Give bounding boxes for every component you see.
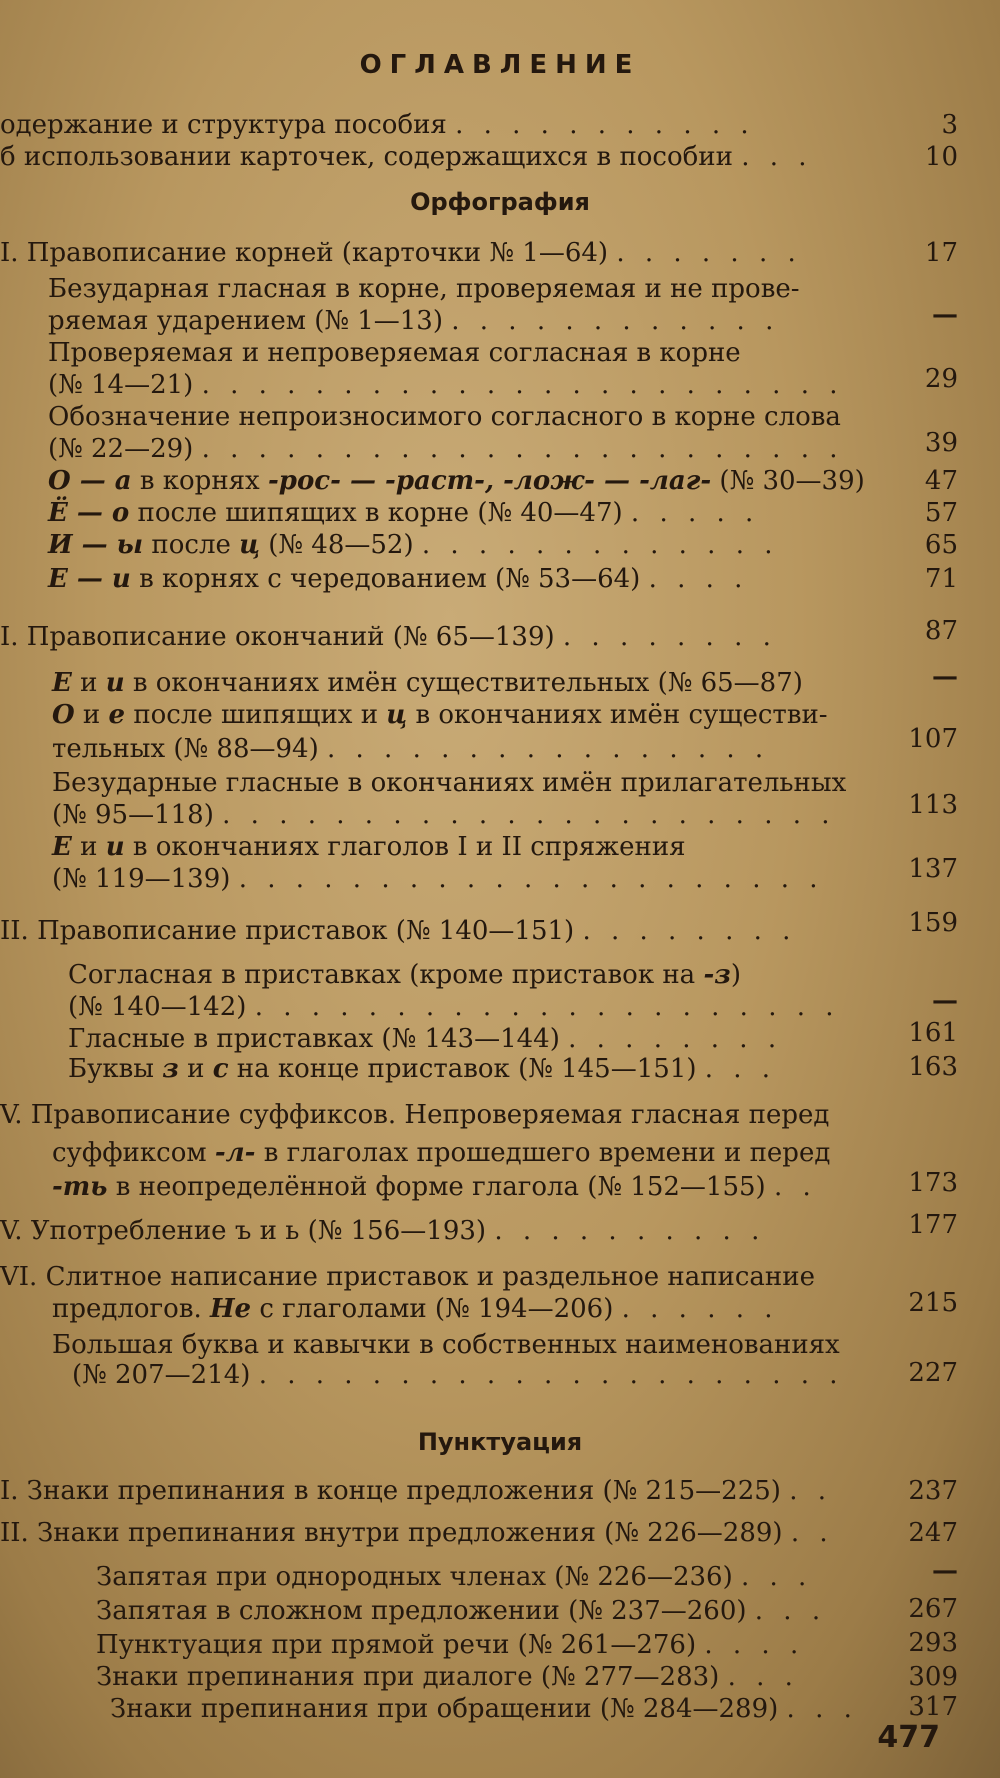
page-number: 177: [908, 1210, 958, 1240]
toc-entry: Безударная гласная в корне, проверяемая и не прове-: [48, 274, 800, 304]
toc-entry: II. Знаки препинания внутри предложения (№ 226—289) . .: [0, 1518, 834, 1548]
page-number: 173: [908, 1168, 958, 1198]
toc-entry: Запятая в сложном предложении (№ 237—260) . . .: [96, 1596, 827, 1626]
toc-entry: (№ 207—214) . . . . . . . . . . . . . . . . . . . . .: [72, 1360, 844, 1390]
toc-entry-intro-2: б использовании карточек, содержащихся в пособии . . .: [0, 142, 813, 172]
page-number: 29: [924, 364, 958, 394]
page-number: 247: [908, 1518, 958, 1548]
toc-entry: V. Правописание суффиксов. Непроверяемая гласная перед: [0, 1100, 830, 1130]
toc-entry: Безударные гласные в окончаниях имён прилагательных: [52, 768, 847, 798]
page-title: ОГЛАВЛЕНИЕ: [359, 50, 641, 80]
page-number: 161: [908, 1018, 958, 1048]
toc-entry: -ть в неопределённой форме глагола (№ 152—155) . .: [52, 1172, 817, 1202]
toc-entry: I. Правописание корней (карточки № 1—64) . . . . . . .: [0, 238, 802, 268]
page-number: 113: [908, 790, 958, 820]
toc-entry: предлогов. Не с глаголами (№ 194—206) . . . . . .: [52, 1294, 779, 1324]
section-heading-orthography: Орфография: [410, 188, 590, 216]
toc-entry: тельных (№ 88—94) . . . . . . . . . . . . . . . .: [52, 734, 770, 764]
page-number: 227: [908, 1358, 958, 1388]
toc-entry: И — ы после ц (№ 48—52) . . . . . . . . . . . . .: [48, 530, 779, 560]
toc-entry: Ё — о после шипящих в корне (№ 40—47) . . . . .: [48, 498, 760, 528]
toc-entry: Большая буква и кавычки в собственных наименованиях: [52, 1330, 840, 1360]
section-heading-punctuation: Пунктуация: [417, 1428, 583, 1456]
page-number: 57: [924, 498, 958, 528]
toc-entry: V. Употребление ъ и ь (№ 156—193) . . . . . . . . . .: [0, 1216, 766, 1246]
page-number: 87: [924, 616, 958, 646]
page-number: 107: [908, 724, 958, 754]
page-number: 215: [908, 1288, 958, 1318]
page-number: 317: [908, 1692, 958, 1722]
page-number: 65: [924, 530, 958, 560]
toc-entry: Е — и в корнях с чередованием (№ 53—64) . . . .: [48, 564, 749, 594]
page-number: 267: [908, 1594, 958, 1624]
toc-entry: Знаки препинания при диалоге (№ 277—283) . . .: [96, 1662, 799, 1692]
page-number: 293: [908, 1628, 958, 1658]
toc-entry: Проверяемая и непроверяемая согласная в корне: [48, 338, 741, 368]
toc-entry: Буквы з и с на конце приставок (№ 145—151) . . .: [68, 1054, 777, 1084]
toc-entry: ряемая ударением (№ 1—13) . . . . . . . . . . . .: [48, 306, 780, 336]
toc-entry: (№ 95—118) . . . . . . . . . . . . . . . . . . . . . .: [52, 800, 836, 830]
toc-entry: О и е после шипящих и ц в окончаниях имён существи-: [52, 700, 828, 730]
folio-page-number: 477: [877, 1720, 940, 1755]
page-number: —: [932, 986, 958, 1016]
page-number: 3: [941, 110, 958, 140]
toc-entry: (№ 14—21) . . . . . . . . . . . . . . . . . . . . . . .: [48, 370, 844, 400]
page-number: —: [932, 1556, 958, 1586]
toc-entry: Согласная в приставках (кроме приставок на -з): [68, 960, 741, 990]
toc-entry-intro-1: одержание и структура пособия . . . . . . . . . . .: [0, 110, 755, 140]
toc-entry: О — а в корнях -рос- — -раст-, -лож- — -лаг- (№ 30—39): [48, 466, 865, 496]
page-number: 137: [908, 854, 958, 884]
toc-entry: Гласные в приставках (№ 143—144) . . . . . . . .: [68, 1024, 783, 1054]
page-number: —: [932, 300, 958, 330]
toc-entry: (№ 119—139) . . . . . . . . . . . . . . . . . . . . .: [52, 864, 824, 894]
toc-entry: Е и и в окончаниях глаголов I и II спряжения: [52, 832, 686, 862]
toc-entry: суффиксом -л- в глаголах прошедшего времени и перед: [52, 1138, 831, 1168]
toc-entry: Знаки препинания при обращении (№ 284—289) . . .: [110, 1694, 858, 1724]
page-number: 71: [924, 564, 958, 594]
toc-entry: I. Правописание окончаний (№ 65—139) . . . . . . . .: [0, 622, 777, 652]
toc-entry: Е и и в окончаниях имён существительных (№ 65—87): [52, 668, 803, 698]
toc-entry: I. Знаки препинания в конце предложения (№ 215—225) . .: [0, 1476, 832, 1506]
page-number: 17: [924, 238, 958, 268]
toc-entry: (№ 140—142) . . . . . . . . . . . . . . . . . . . . .: [68, 992, 840, 1022]
toc-entry: (№ 22—29) . . . . . . . . . . . . . . . . . . . . . . .: [48, 434, 844, 464]
page-number: 47: [924, 466, 958, 496]
toc-entry: VI. Слитное написание приставок и раздельное написание: [0, 1262, 815, 1292]
toc-entry: Запятая при однородных членах (№ 226—236) . . .: [96, 1562, 813, 1592]
page-number: 159: [908, 908, 958, 938]
toc-entry: Пунктуация при прямой речи (№ 261—276) . . . .: [96, 1630, 805, 1660]
page-number: 10: [924, 142, 958, 172]
page-number: 39: [924, 428, 958, 458]
page-number: 163: [908, 1052, 958, 1082]
page-number: 309: [908, 1662, 958, 1692]
toc-entry: II. Правописание приставок (№ 140—151) . . . . . . . .: [0, 916, 797, 946]
page-number: —: [932, 662, 958, 692]
page-number: 237: [908, 1476, 958, 1506]
toc-entry: Обозначение непроизносимого согласного в корне слова: [48, 402, 841, 432]
